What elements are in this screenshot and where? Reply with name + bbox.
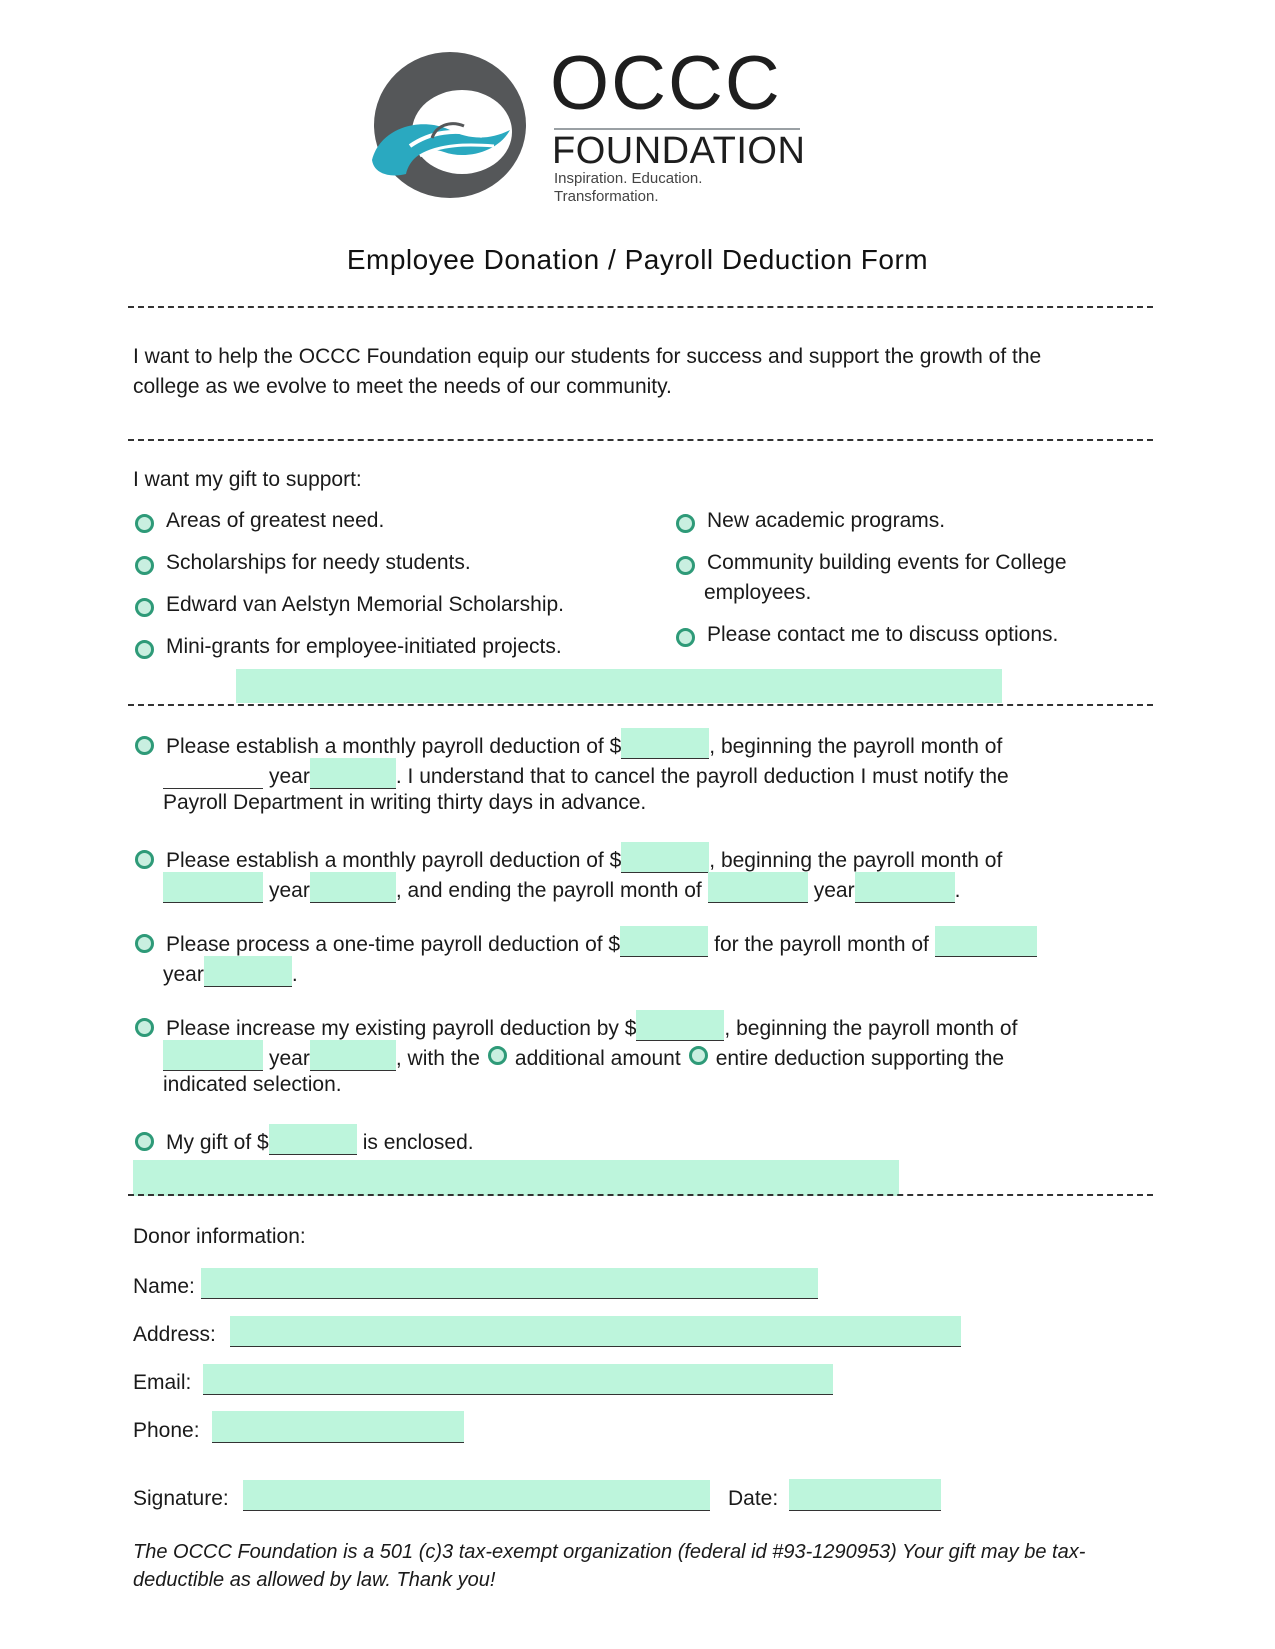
radio-scholarships[interactable] <box>135 556 154 575</box>
signature-label: Signature: <box>133 1487 229 1510</box>
deduction-3-month-field[interactable] <box>935 926 1037 957</box>
deduction-3-amount-field[interactable] <box>620 926 708 957</box>
divider-1 <box>128 306 1153 308</box>
deduction-3-text-d: . <box>291 963 298 986</box>
deduction-1-line-3: Payroll Department in writing thirty days in advance. <box>163 791 647 814</box>
deduction-2-text-d: , and ending the payroll month of <box>395 879 702 902</box>
deduction-2-text-c: year <box>269 879 310 902</box>
deduction-3-year-field[interactable] <box>204 956 292 987</box>
radio-greatest-need[interactable] <box>135 514 154 533</box>
deduction-notes-field[interactable] <box>133 1160 899 1196</box>
radio-additional-amount[interactable] <box>488 1046 507 1065</box>
deduction-4-line-2 <box>163 1040 1004 1074</box>
radio-monthly-deduction-ending[interactable] <box>135 850 154 869</box>
deduction-2-text-a: Please establish a monthly payroll deduction of $ <box>166 849 622 872</box>
email-label: Email: <box>133 1371 192 1394</box>
support-heading: I want my gift to support: <box>133 468 362 491</box>
radio-academic-programs[interactable] <box>676 514 695 533</box>
radio-memorial-scholarship[interactable] <box>135 598 154 617</box>
option-community-events-cont: employees. <box>704 581 812 604</box>
deduction-1-month-field[interactable] <box>163 758 263 789</box>
deduction-1-line-2 <box>163 758 1009 792</box>
deduction-2-text-b: , beginning the payroll month of <box>709 849 1003 872</box>
gift-amount-field[interactable] <box>269 1124 357 1155</box>
foundation-logo <box>370 41 810 205</box>
deduction-4-line-3: indicated selection. <box>163 1073 342 1096</box>
phone-label: Phone: <box>133 1419 200 1442</box>
divider-3 <box>128 704 1153 706</box>
deduction-4-text-a: Please increase my existing payroll deduction by $ <box>166 1017 637 1040</box>
deduction-2-start-month-field[interactable] <box>163 872 263 903</box>
address-label: Address: <box>133 1323 216 1346</box>
deduction-1-text-c: year <box>269 765 310 788</box>
deduction-3-text-a: Please process a one-time payroll deduction of $ <box>166 933 621 956</box>
option-scholarships: Scholarships for needy students. <box>166 551 471 574</box>
option-mini-grants: Mini-grants for employee-initiated projects. <box>166 635 562 658</box>
radio-increase-deduction[interactable] <box>135 1018 154 1037</box>
divider-2 <box>128 439 1153 441</box>
intro-line-2: college as we evolve to meet the needs of our community. <box>133 375 672 398</box>
radio-monthly-deduction[interactable] <box>135 736 154 755</box>
address-field[interactable] <box>230 1316 961 1347</box>
radio-mini-grants[interactable] <box>135 640 154 659</box>
deduction-1-line-1 <box>166 728 1002 762</box>
deduction-2-start-year-field[interactable] <box>310 872 396 903</box>
footer-line-2: deductible as allowed by law. Thank you! <box>133 1569 496 1591</box>
logo-tagline: Inspiration. Education. Transformation. <box>554 170 703 205</box>
radio-entire-deduction[interactable] <box>689 1046 708 1065</box>
divider-4 <box>128 1194 1153 1196</box>
option-contact-me: Please contact me to discuss options. <box>707 623 1059 646</box>
deduction-5-text-b: is enclosed. <box>362 1131 474 1154</box>
logo-name: OCCC <box>550 41 782 126</box>
intro-line-1: I want to help the OCCC Foundation equip our students for success and support the growth of the <box>133 345 1042 368</box>
date-field[interactable] <box>789 1479 941 1511</box>
deduction-3-line-1 <box>166 926 1037 960</box>
deduction-1-text-b: , beginning the payroll month of <box>709 735 1003 758</box>
deduction-2-end-year-field[interactable] <box>855 872 955 903</box>
signature-field[interactable] <box>243 1480 710 1511</box>
radio-contact-me[interactable] <box>676 628 695 647</box>
donor-heading: Donor information: <box>133 1225 306 1248</box>
deduction-4-text-b: , beginning the payroll month of <box>724 1017 1018 1040</box>
deduction-4-year-field[interactable] <box>310 1040 396 1071</box>
deduction-4-text-c: year <box>269 1047 310 1070</box>
deduction-2-line-2 <box>163 872 960 906</box>
logo-emblem <box>370 48 530 203</box>
deduction-2-amount-field[interactable] <box>621 842 709 873</box>
radio-one-time-deduction[interactable] <box>135 934 154 953</box>
logo-sub: FOUNDATION <box>552 130 806 172</box>
deduction-4-amount-field[interactable] <box>636 1010 724 1041</box>
email-field[interactable] <box>203 1364 833 1395</box>
deduction-2-end-month-field[interactable] <box>708 872 808 903</box>
form-title: Employee Donation / Payroll Deduction Form <box>346 244 929 275</box>
deduction-3-text-c: year <box>163 963 204 986</box>
footer-line-1: The OCCC Foundation is a 501 (c)3 tax-exempt organization (federal id #93-1290953) Your gift may be tax- <box>133 1541 1086 1563</box>
deduction-4-month-field[interactable] <box>163 1040 263 1071</box>
date-label: Date: <box>728 1487 779 1510</box>
option-community-events: Community building events for College <box>707 551 1067 574</box>
deduction-5-text-a: My gift of $ <box>166 1131 269 1154</box>
deduction-1-year-field[interactable] <box>310 758 396 789</box>
deduction-4-text-d: , with the <box>395 1047 480 1070</box>
entire-deduction-label: entire deduction supporting the <box>715 1047 1005 1070</box>
option-memorial-scholarship: Edward van Aelstyn Memorial Scholarship. <box>166 593 565 616</box>
deduction-4-line-1 <box>166 1010 1017 1044</box>
additional-amount-label: additional amount <box>514 1047 681 1070</box>
radio-community-events[interactable] <box>676 556 695 575</box>
name-label: Name: <box>133 1275 195 1298</box>
deduction-1-amount-field[interactable] <box>621 728 709 759</box>
option-greatest-need: Areas of greatest need. <box>166 509 385 532</box>
deduction-2-line-1 <box>166 842 1002 876</box>
deduction-3-line-2 <box>163 956 298 990</box>
phone-field[interactable] <box>212 1411 464 1443</box>
other-option-field[interactable] <box>236 669 1002 703</box>
name-field[interactable] <box>201 1268 818 1299</box>
deduction-1-text-d: . I understand that to cancel the payroll deduction I must notify the <box>395 765 1009 788</box>
deduction-5-line-1 <box>166 1124 474 1158</box>
deduction-2-text-e: year <box>813 879 855 902</box>
option-academic-programs: New academic programs. <box>707 509 946 532</box>
radio-gift-enclosed[interactable] <box>135 1132 154 1151</box>
deduction-2-text-f: . <box>954 879 961 902</box>
deduction-3-text-b: for the payroll month of <box>714 933 929 956</box>
deduction-1-text-a: Please establish a monthly payroll deduction of $ <box>166 735 622 758</box>
